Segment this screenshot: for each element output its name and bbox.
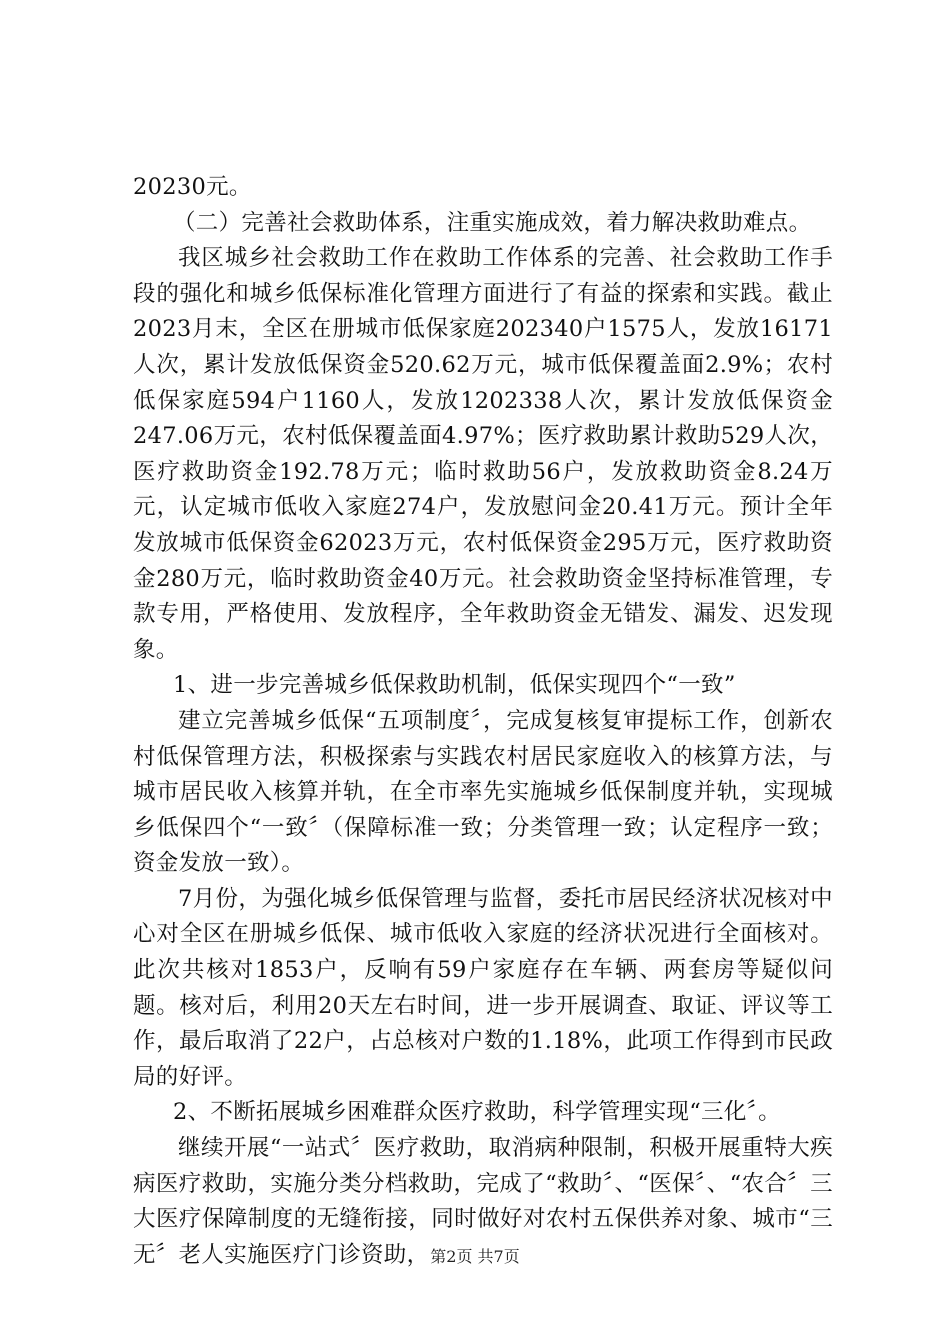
subsection-heading-1: 1、进一步完善城乡低保救助机制，低保实现四个“一致” (173, 672, 736, 699)
paragraph-five-systems: 建立完善城乡低保“五项制度〞，完成复核复审提标工作，创新农村低保管理方法，积极探索与实践农村居民家庭收入的核算方法，与城市居民收入核算并轨，在全市率先实施城乡低保制度并轨，实现城乡低保四个“一致〞（保障标准一致；分类管理一致；认定程序一致；资金发放一致）。 (133, 707, 833, 877)
subsection-heading-2: 2、不断拓展城乡困难群众医疗救助，科学管理实现“三化〞。 (173, 1099, 781, 1126)
paragraph-overview: 我区城乡社会救助工作在救助工作体系的完善、社会救助工作手段的强化和城乡低保标准化管理方面进行了有益的探索和实践。截止2023月末，全区在册城市低保家庭202340户1575人，发放16171人次，累计发放低保资金520.62万元，城市低保覆盖面2.9%；农村低保家庭594户1160人，发放1202338人次，累计发放低保资金247.06万元，农村低保覆盖面4.97%；医疗救助累计救助529人次，医疗救助资金192.78万元；临时救助56户，发放救助资金8.24万元，认定城市低收入家庭274户，发放慰问金20.41万元。预计全年发放城市低保资金62023万元，农村低保资金295万元，医疗救助资金280万元，临时救助资金40万元。社会救助资金坚持标准管理，专款专用，严格使用、发放程序，全年救助资金无错发、漏发、迟发现象。 (133, 245, 833, 663)
paragraph-continuation: 20230元。 (133, 174, 252, 200)
paragraph-july-verification: 7月份，为强化城乡低保管理与监督，委托市居民经济状况核对中心对全区在册城乡低保、城市低收入家庭的经济状况进行全面核对。此次共核对1853户，反响有59户家庭存在车辆、两套房等疑似问题。核对后，利用20天左右时间，进一步开展调查、取证、评议等工作，最后取消了22户，占总核对户数的1.18%，此项工作得到市民政局的好评。 (133, 885, 833, 1090)
document-body (133, 170, 833, 1273)
page-footer: 第2页 共7页 (430, 1247, 520, 1266)
section-heading: （二）完善社会救助体系，注重实施成效，着力解决救助难点。 (173, 209, 812, 236)
paragraph-medical-aid: 继续开展“一站式〞医疗救助，取消病种限制，积极开展重特大疾病医疗救助，实施分类分档救助，完成了“救助〞、“医保〞、“农合〞三大医疗保障制度的无缝衔接，同时做好对农村五保供养对象、城市“三无〞老人实施医疗门诊资助， (133, 1135, 833, 1268)
